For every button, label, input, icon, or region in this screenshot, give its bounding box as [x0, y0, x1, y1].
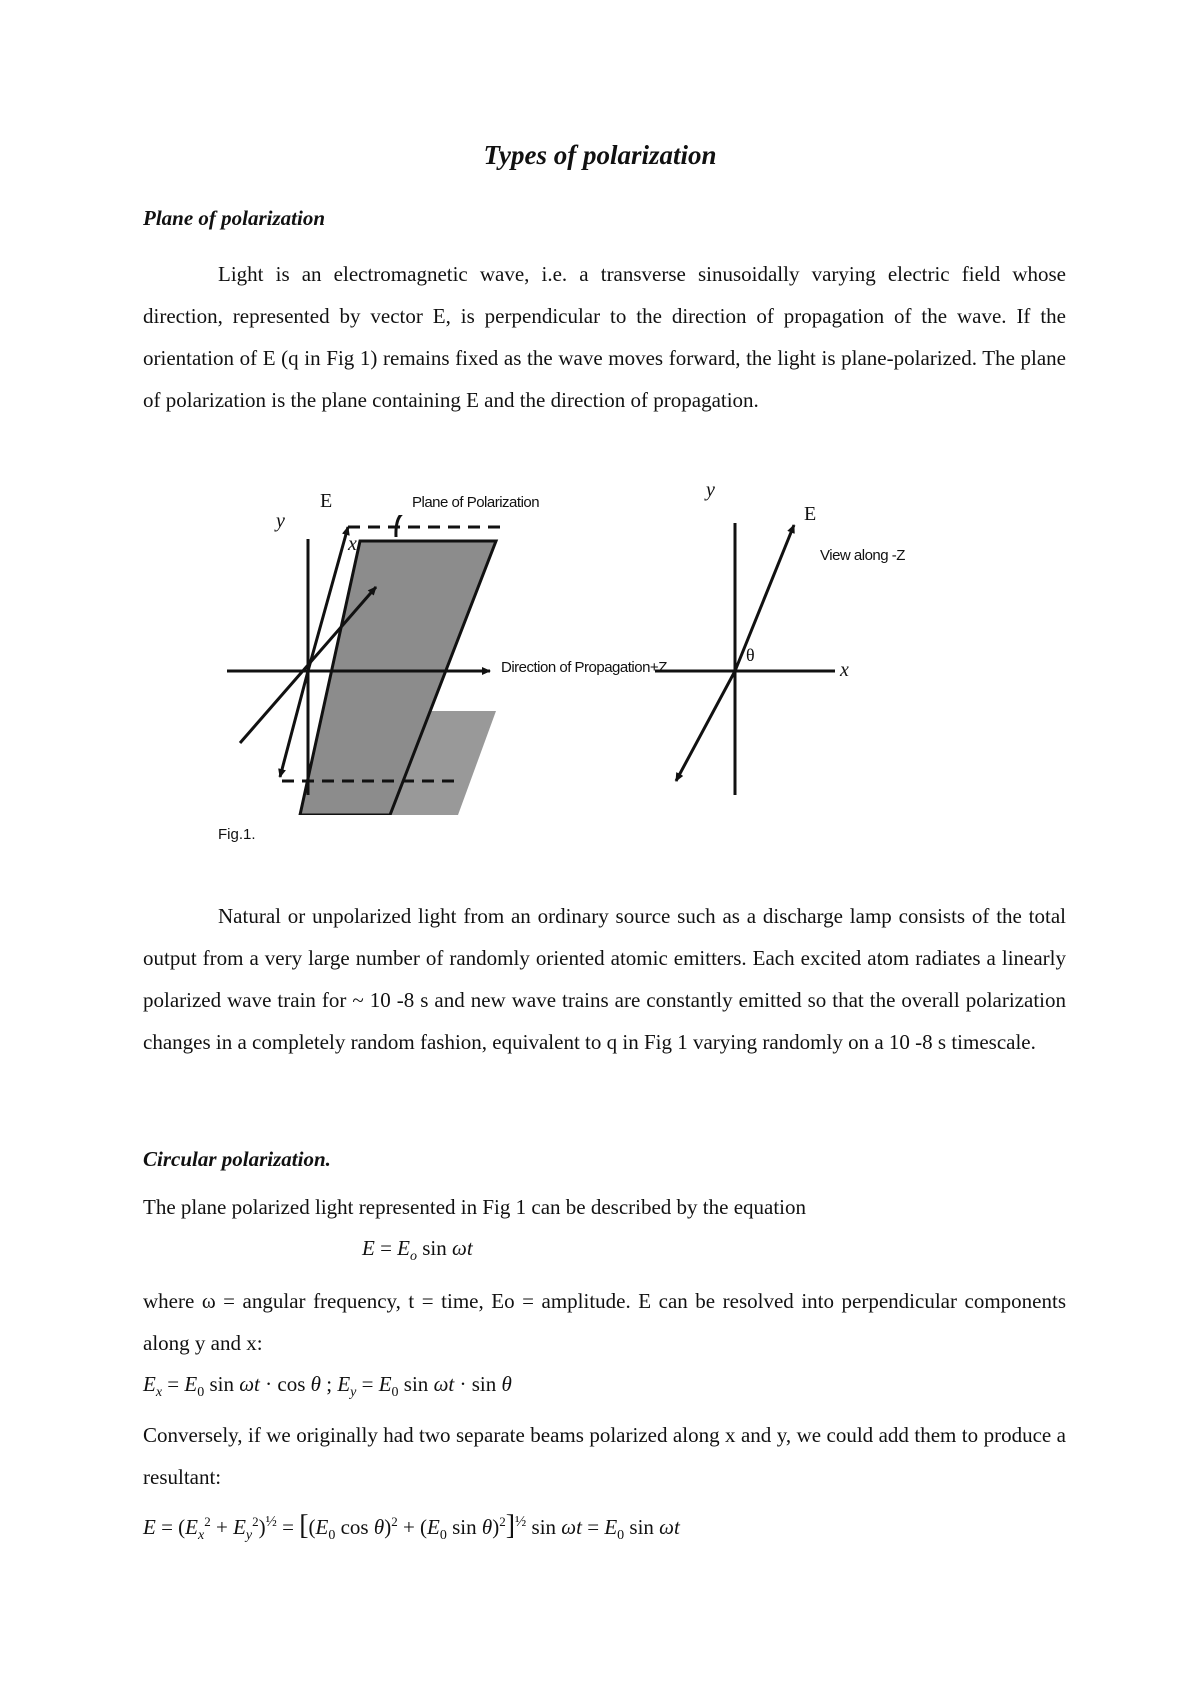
label-y-right: y: [706, 479, 715, 501]
e-vector-right-down: [676, 671, 735, 781]
section-heading-circular: Circular polarization.: [143, 1147, 331, 1171]
e-vector-down: [280, 671, 308, 777]
paragraph-plane: Light is an electromagnetic wave, i.e. a transverse sinusoidally varying electric field whose direction, represented by vector E, is perpendicular to the direction of propagation of the wave. If the orientation of E (q in Fig 1) remains fixed as the wave moves forward, the light is plane-polarized. The plane of polarization is the plane containing E and the direction of propagation.: [143, 262, 1066, 412]
paragraph-unpolarized: Natural or unpolarized light from an ordinary source such as a discharge lamp consists of the total output from a very large number of randomly oriented atomic emitters. Each excited atom radiates a linearly polarized wave train for ~ 10 -8 s and new wave trains are constantly emitted so that the overall polarization changes in a completely random fashion, equivalent to q in Fig 1 varying randomly on a 10 -8 s timescale.: [143, 904, 1066, 1054]
paragraph-conversely: Conversely, if we originally had two separate beams polarized along x and y, we could add them to produce a resultant:: [143, 1423, 1066, 1489]
equation-2: $E_x = E_0$ sin ωt · cos θ ; $E_y = E_0$ sin ωt · sin θ: [143, 1372, 512, 1401]
label-view-along: View along -Z: [820, 547, 905, 564]
label-theta: θ: [746, 645, 755, 665]
label-e-right: E: [804, 503, 817, 525]
intro-line: The plane polarized light represented in Fig 1 can be described by the equation: [143, 1195, 807, 1219]
label-direction-of-propagation: Direction of Propagation+Z: [501, 659, 667, 676]
equation-2-text: [143, 1372, 525, 1397]
section-heading-plane: Plane of polarization: [143, 206, 326, 230]
plane-label-pointer: [396, 515, 408, 537]
label-plane-of-polarization: Plane of Polarization: [412, 494, 540, 511]
right-diagram: [655, 523, 835, 795]
equation-1: $E = E_o$ sin ωt: [362, 1236, 473, 1265]
figure-caption: Fig.1.: [218, 826, 256, 843]
label-x-right: x: [840, 659, 849, 681]
page-title: Types of polarization: [483, 140, 717, 170]
paragraph-where: where ω = angular frequency, t = time, Eo = amplitude. E can be resolved into perpendicular components along y and x:: [143, 1289, 1066, 1355]
label-e-left: E: [320, 490, 333, 512]
label-x-left: x: [348, 533, 357, 555]
equation-1-text: [362, 1236, 475, 1261]
label-y-left: y: [276, 510, 285, 532]
e-vector-right-up: [735, 525, 794, 671]
equation-3-text: [143, 1510, 700, 1535]
left-diagram: [227, 515, 502, 815]
figure-1: [200, 479, 1000, 815]
equation-3: $E = (E_x^2 + E_y^2)^{\frac{1}{2}} = [(E_0$ $\cos \theta)^2 + (E_0$ sin θ)$^2$]$^{\frac{1}{2}}$ $\sin \omega t = E_0$ sin ωt: [143, 1510, 680, 1544]
